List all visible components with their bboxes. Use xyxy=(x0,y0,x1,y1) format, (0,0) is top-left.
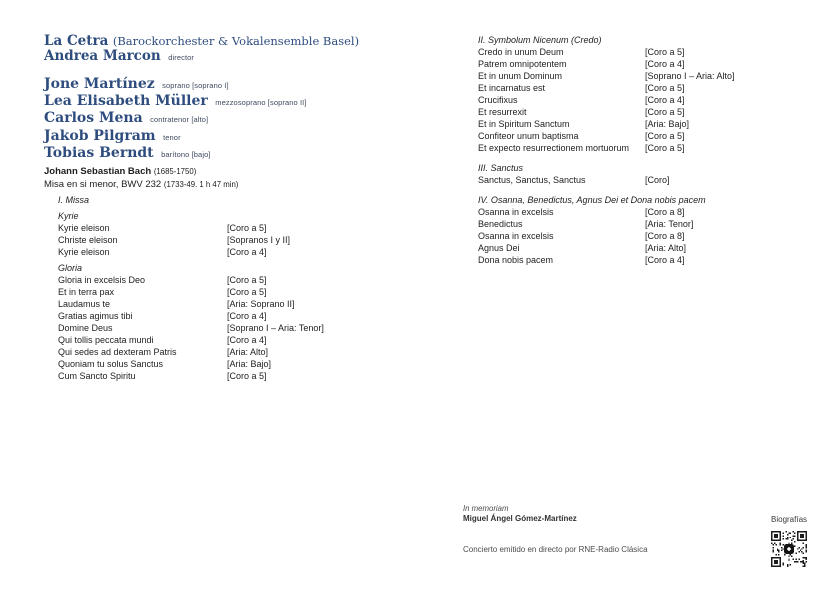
movement-voices: [Coro a 8] xyxy=(645,207,685,217)
movement-voices: [Aria: Bajo] xyxy=(645,119,690,129)
movement-voices: [Aria: Alto] xyxy=(227,347,269,357)
soloist-role: mezzosoprano [soprano II] xyxy=(215,98,307,108)
soloist-line xyxy=(44,145,307,162)
movement-row xyxy=(478,230,823,242)
movement-name: Et resurrexit xyxy=(478,107,527,117)
movement-row xyxy=(478,118,823,130)
soloist-role: soprano [soprano I] xyxy=(162,81,229,90)
gloria-movements xyxy=(58,274,373,382)
movement-row xyxy=(478,218,823,230)
movement-name: Sanctus, Sanctus, Sanctus xyxy=(478,175,586,185)
in-memoriam-block xyxy=(463,504,577,524)
movement-name: Qui sedes ad dexteram Patris xyxy=(58,347,177,357)
movement-row xyxy=(478,70,823,82)
conductor-line xyxy=(44,49,359,66)
movement-row xyxy=(58,370,373,382)
movement-row xyxy=(478,174,823,186)
movement-voices: [Coro a 4] xyxy=(645,59,685,69)
movement-voices: [Coro a 4] xyxy=(645,95,685,105)
soloist-line xyxy=(44,128,307,145)
section-sanctus xyxy=(478,162,823,186)
part-title-credo: II. Symbolum Nicenum (Credo) xyxy=(478,35,602,45)
movement-voices: [Coro a 5] xyxy=(645,107,685,117)
movement-voices: [Aria: Alto] xyxy=(645,243,687,253)
movement-row xyxy=(478,206,823,218)
conductor-name: Andrea Marcon xyxy=(44,47,161,64)
movement-voices: [Coro] xyxy=(645,175,670,185)
soloist-name: Carlos Mena xyxy=(44,110,143,127)
movement-name: Qui tollis peccata mundi xyxy=(58,335,154,345)
soloist-name: Jone Martínez xyxy=(44,76,155,92)
movement-row xyxy=(478,58,823,70)
movement-name: Et in terra pax xyxy=(58,287,115,297)
movement-voices: [Coro a 5] xyxy=(227,287,267,297)
movement-name: Kyrie eleison xyxy=(58,247,110,257)
movement-voices: [Coro a 8] xyxy=(645,231,685,241)
movement-name: Agnus Dei xyxy=(478,243,520,253)
movement-row xyxy=(58,298,373,310)
in-memoriam-name: Miguel Ángel Gómez-Martínez xyxy=(463,514,577,523)
movement-row xyxy=(58,234,373,246)
movement-row xyxy=(478,130,823,142)
osanna-movements xyxy=(478,206,823,266)
program-column-left xyxy=(58,194,373,382)
sanctus-movements xyxy=(478,174,823,186)
movement-name: Patrem omnipotentem xyxy=(478,59,567,69)
in-memoriam-label: In memoriam xyxy=(463,504,509,513)
broadcast-note: Concierto emitido en directo por RNE-Radio Clásica xyxy=(463,545,648,554)
section-credo xyxy=(478,34,823,154)
movement-name: Laudamus te xyxy=(58,299,111,309)
movement-name: Et in unum Dominum xyxy=(478,71,563,81)
section-title-gloria: Gloria xyxy=(58,263,83,273)
movement-row xyxy=(58,346,373,358)
movement-voices: [Aria: Bajo] xyxy=(227,359,272,369)
movement-name: Gratias agimus tibi xyxy=(58,311,133,321)
credo-movements xyxy=(478,46,823,154)
movement-name: Et incarnatus est xyxy=(478,83,546,93)
work-title-line xyxy=(44,179,238,192)
section-kyrie xyxy=(58,210,373,258)
movement-row xyxy=(58,246,373,258)
movement-name: Quoniam tu solus Sanctus xyxy=(58,359,164,369)
movement-row xyxy=(58,286,373,298)
movement-row xyxy=(478,242,823,254)
movement-name: Cum Sancto Spiritu xyxy=(58,371,136,381)
work-title: Misa en si menor, BWV 232 xyxy=(44,178,162,190)
movement-row xyxy=(478,254,823,266)
movement-name: Kyrie eleison xyxy=(58,223,110,233)
section-title-kyrie: Kyrie xyxy=(58,211,79,221)
section-osanna xyxy=(478,194,823,266)
part-title-osanna: IV. Osanna, Benedictus, Agnus Dei et Dona nobis pacem xyxy=(478,195,706,205)
soloist-role: contratenor [alto] xyxy=(150,115,209,125)
composer-line xyxy=(44,166,238,179)
movement-voices: [Coro a 5] xyxy=(645,131,685,141)
qr-code xyxy=(771,531,807,567)
soloist-line xyxy=(44,110,307,127)
movement-name: Crucifixus xyxy=(478,95,518,105)
movement-row xyxy=(478,142,823,154)
movement-name: Osanna in excelsis xyxy=(478,207,554,217)
soloist-name: Lea Elisabeth Müller xyxy=(44,93,208,110)
biographies-label: Biografías xyxy=(771,515,808,524)
soloist-name: Tobias Berndt xyxy=(44,144,154,161)
program-column-right xyxy=(478,34,823,266)
movement-row xyxy=(58,274,373,286)
ensemble-line xyxy=(44,34,359,49)
composer-name: Johann Sebastian Bach xyxy=(44,166,152,177)
movement-name: Et expecto resurrectionem mortuorum xyxy=(478,143,630,153)
soloists-list xyxy=(44,76,307,162)
soloist-line xyxy=(44,93,307,110)
ensemble-name: La Cetra xyxy=(44,33,109,49)
movement-name: Et in Spiritum Sanctum xyxy=(478,119,570,129)
movement-row xyxy=(58,310,373,322)
movement-voices: [Coro a 4] xyxy=(227,335,267,345)
movement-row xyxy=(478,46,823,58)
movement-name: Credo in unum Deum xyxy=(478,47,564,57)
movement-voices: [Sopranos I y II] xyxy=(227,235,291,245)
movement-voices: [Aria: Soprano II] xyxy=(227,299,295,309)
movement-voices: [Coro a 4] xyxy=(227,247,267,257)
movement-voices: [Coro a 5] xyxy=(645,47,685,57)
movement-row xyxy=(478,94,823,106)
movement-row xyxy=(58,358,373,370)
soloist-role: barítono [bajo] xyxy=(161,149,211,159)
part-title-sanctus: III. Sanctus xyxy=(478,163,524,173)
movement-row xyxy=(58,322,373,334)
movement-row xyxy=(478,82,823,94)
movement-row xyxy=(58,222,373,234)
movement-name: Confiteor unum baptisma xyxy=(478,131,579,141)
section-gloria xyxy=(58,262,373,382)
movement-voices: [Coro a 4] xyxy=(227,311,267,321)
movement-voices: [Coro a 4] xyxy=(645,255,685,265)
composer-dates: (1685-1750) xyxy=(153,167,197,176)
conductor-role: director xyxy=(168,52,194,62)
movement-row xyxy=(58,334,373,346)
ensemble-header xyxy=(44,34,359,65)
ensemble-detail: (Barockorchester & Vokalensemble Basel) xyxy=(112,34,360,48)
soloist-role: tenor xyxy=(163,132,181,142)
movement-voices: [Coro a 5] xyxy=(227,275,267,285)
work-heading xyxy=(44,166,238,191)
soloist-name: Jakob Pilgram xyxy=(44,127,156,144)
movement-voices: [Aria: Tenor] xyxy=(645,219,694,229)
movement-voices: [Soprano I – Aria: Tenor] xyxy=(227,323,324,333)
movement-name: Benedictus xyxy=(478,219,523,229)
movement-name: Osanna in excelsis xyxy=(478,231,554,241)
movement-row xyxy=(478,106,823,118)
movement-voices: [Coro a 5] xyxy=(227,223,267,233)
movement-voices: [Coro a 5] xyxy=(645,143,685,153)
movement-voices: [Soprano I – Aria: Alto] xyxy=(645,71,735,81)
kyrie-movements xyxy=(58,222,373,258)
movement-voices: [Coro a 5] xyxy=(227,371,267,381)
soloist-line xyxy=(44,76,307,93)
movement-name: Christe eleison xyxy=(58,235,118,245)
work-duration-note: (1733-49. 1 h 47 min) xyxy=(163,179,239,189)
movement-voices: [Coro a 5] xyxy=(645,83,685,93)
movement-name: Domine Deus xyxy=(58,323,113,333)
movement-name: Gloria in excelsis Deo xyxy=(58,275,146,285)
movement-name: Dona nobis pacem xyxy=(478,255,554,265)
part-title-missa: I. Missa xyxy=(58,195,90,205)
